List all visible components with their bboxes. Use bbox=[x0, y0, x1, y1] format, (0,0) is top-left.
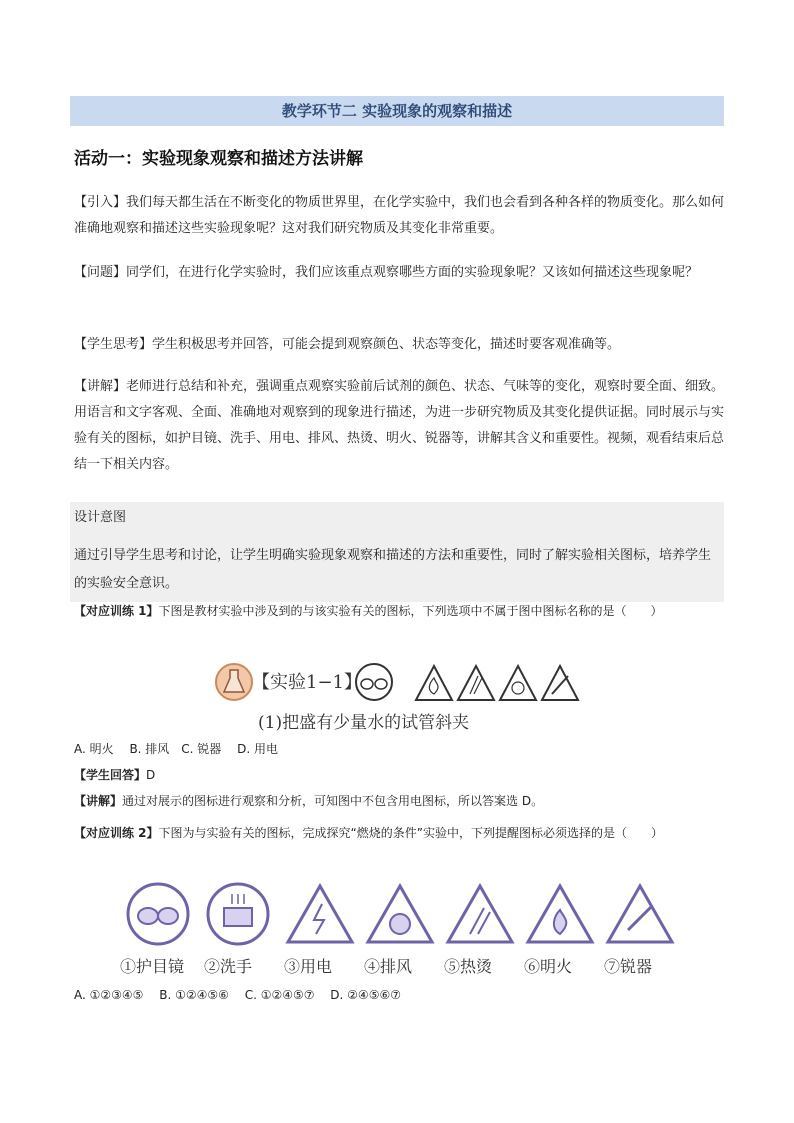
hand-wash-icon bbox=[208, 884, 268, 944]
design-intent-title: 设计意图 bbox=[74, 510, 127, 525]
hot-surface-icon bbox=[458, 666, 494, 700]
training1-answer bbox=[74, 764, 724, 786]
student-think-paragraph: 【学生思考】学生积极思考并回答，可能会提到观察颜色、状态等变化，描述时要客观准确等。 bbox=[74, 337, 621, 352]
flask-icon bbox=[216, 664, 252, 700]
ventilation-icon bbox=[500, 666, 536, 700]
explain-tag: 【讲解】 bbox=[74, 794, 123, 808]
training1-explain bbox=[74, 790, 724, 812]
design-intent-box bbox=[70, 502, 724, 602]
intro-paragraph: 【引入】我们每天都生活在不断变化的物质世界里，在化学实验中，我们也会看到各种各样的物质变化。那么如何准确地观察和描述这些实验现象呢？这对我们研究物质及其变化非常重要。 bbox=[74, 195, 725, 236]
fire-warning-icon bbox=[416, 666, 452, 700]
hot-surface-icon bbox=[448, 886, 512, 942]
training2-question bbox=[74, 822, 724, 844]
training1-question-text: 下图是教材实验中涉及到的与该实验有关的图标，下列选项中不属于图中图标名称的是（ ） bbox=[158, 604, 663, 618]
activity-title: 活动一：实验现象观察和描述方法讲解 bbox=[74, 149, 363, 169]
answer-value: D bbox=[146, 768, 156, 782]
icon-label-hot: ⑤热烫 bbox=[444, 957, 493, 976]
icon-label-electricity: ③用电 bbox=[284, 957, 333, 976]
icon-label-sharp: ⑦锐器 bbox=[604, 957, 653, 976]
training2-tag: 【对应训练 2】 bbox=[74, 826, 159, 840]
training1-options: A. 明火 B. 排风 C. 锐器 D. 用电 bbox=[74, 742, 278, 756]
icon-label-hand-wash: ②洗手 bbox=[204, 957, 253, 976]
figure1-label: 【实验1−1】 bbox=[252, 672, 362, 693]
training1-question bbox=[74, 600, 724, 622]
sharp-object-icon bbox=[542, 666, 578, 700]
design-intent-body: 通过引导学生思考和讨论，让学生明确实验现象观察和描述的方法和重要性，同时了解实验相关图标，培养学生的实验安全意识。 bbox=[74, 548, 712, 591]
training2-question-text: 下图为与实验有关的图标，完成探究“燃烧的条件”实验中，下列提醒图标必须选择的是（ ） bbox=[158, 826, 663, 840]
ventilation-icon bbox=[368, 886, 432, 942]
open-flame-icon bbox=[528, 886, 592, 942]
sharp-object-icon bbox=[608, 886, 672, 942]
figure-safety-icons bbox=[120, 880, 680, 980]
goggles-icon bbox=[128, 884, 188, 944]
figure-experiment-1-1 bbox=[212, 656, 592, 736]
electricity-icon bbox=[288, 886, 352, 942]
training1-tag: 【对应训练 1】 bbox=[74, 604, 159, 618]
section-banner: 教学环节二 实验现象的观察和描述 bbox=[70, 96, 724, 126]
answer-tag: 【学生回答】 bbox=[74, 768, 147, 782]
explain-paragraph: 【讲解】老师进行总结和补充，强调重点观察实验前后试剂的颜色、状态、气味等的变化，观察时要全面、细致。用语言和文字客观、全面、准确地对观察到的现象进行描述，为进一步研究物质及其变化提供证据。同时展示与实验有关的图标，如护目镜、洗手、用电、排风、热烫、明火、锐器等，讲解其含义和重要性。视频，观看结束后总结一下相关内容。 bbox=[74, 379, 725, 472]
training2-options: A. ①②③④⑤ B. ①②④⑤⑥ C. ①②④⑤⑦ D. ②④⑤⑥⑦ bbox=[74, 988, 401, 1002]
icon-label-ventilation: ④排风 bbox=[364, 957, 413, 976]
icon-label-flame: ⑥明火 bbox=[524, 957, 573, 976]
icon-label-goggles: ①护目镜 bbox=[120, 957, 185, 976]
explain-text: 通过对展示的图标进行观察和分析，可知图中不包含用电图标，所以答案选 D。 bbox=[122, 794, 544, 808]
figure1-caption: (1)把盛有少量水的试管斜夹 bbox=[258, 713, 470, 733]
question-paragraph: 【问题】同学们，在进行化学实验时，我们应该重点观察哪些方面的实验现象呢？又该如何描述这些现象呢？ bbox=[74, 265, 699, 280]
